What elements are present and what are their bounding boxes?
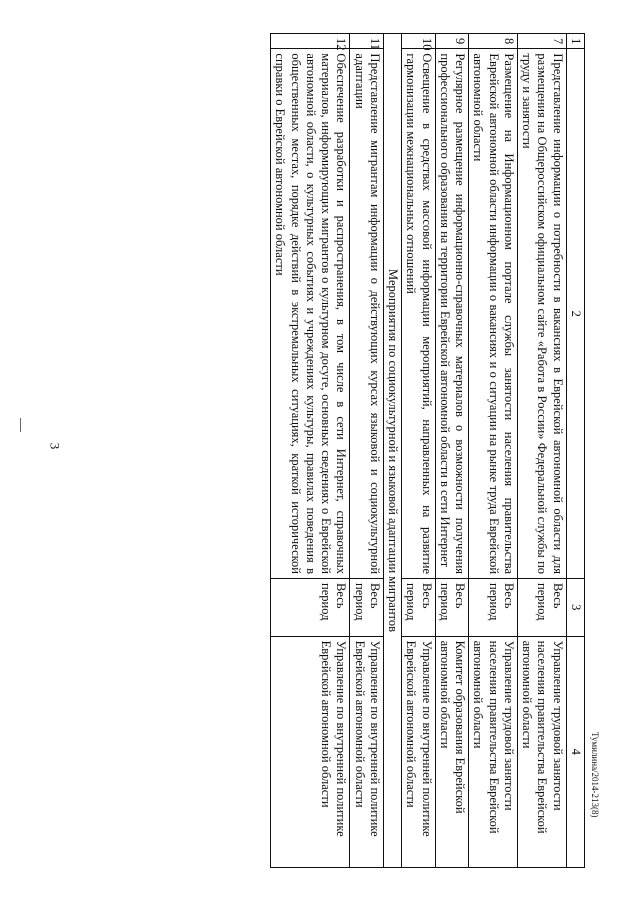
- responsible-org: Управление трудовой занятости населения правительства Еврейской автономной области: [518, 636, 567, 867]
- row-number: 8: [469, 34, 518, 49]
- measure-text: Обеспечение разработки и распространения, в том числе в сети Интернет, справочных материалов, информирующих мигрантов о культурном досуге, основных сведениях о Еврейской автономной области, о культурных событиях и учреждениях культуры, правилах поведения в общественных местах, порядке действий в экстремальных ситуациях, краткой исторической справки о Еврейской автономной области: [271, 49, 350, 579]
- header-col-2: 2: [566, 49, 584, 579]
- measure-period: Весь период: [435, 579, 469, 637]
- responsible-org: Управление по внутренней политике Еврейской автономной области: [402, 636, 436, 867]
- scan-mark: [20, 418, 21, 432]
- row-number: 11: [350, 34, 384, 49]
- row-number: 9: [435, 34, 469, 49]
- measure-text: Регулярное размещение информационно-справочных материалов о возможности получения профессионального образования на территории Еврейской автономной области в сети Интернет: [435, 49, 469, 579]
- measure-text: Размещение на Информационном портале службы занятости населения правительства Еврейской автономной области информации о вакансиях и о ситуации на рынке труда Еврейской автономной области: [469, 49, 518, 579]
- table-row: [435, 34, 469, 868]
- measure-period: Весь период: [350, 579, 384, 637]
- responsible-org: Управление по внутренней политике Еврейской автономной области: [350, 636, 384, 867]
- header-row: [566, 34, 584, 868]
- measure-period: Весь период: [402, 579, 436, 637]
- measures-table: [270, 33, 585, 868]
- header-col-1: 1: [566, 34, 584, 49]
- row-number: 7: [518, 34, 567, 49]
- header-col-3: 3: [566, 579, 584, 637]
- measure-text: Освещение в средствах массовой информации мероприятий, направленных на развитие гармонизации межнациональных отношений: [402, 49, 436, 579]
- measure-period: Весь период: [271, 579, 350, 637]
- table-row: [271, 34, 350, 868]
- measure-text: Представление мигрантам информации о действующих курсах языковой и социокультурной адаптации: [350, 49, 384, 579]
- measure-period: Весь период: [469, 579, 518, 637]
- responsible-org: Управление по внутренней политике Еврейской автономной области: [271, 636, 350, 867]
- footer-code: Тумилина/2014-213(8): [590, 732, 600, 818]
- section-row: [384, 34, 402, 868]
- header-col-4: 4: [566, 636, 584, 867]
- section-title: Мероприятия по социокультурной и языковой адаптации мигрантов: [384, 34, 402, 868]
- measure-period: Весь период: [518, 579, 567, 637]
- table-row: [350, 34, 384, 868]
- rotated-table-wrapper: [102, 33, 585, 868]
- table-row: [469, 34, 518, 868]
- responsible-org: Управление трудовой занятости населения правительства Еврейской автономной области: [469, 636, 518, 867]
- page-number: 3: [47, 442, 63, 450]
- table-row: [518, 34, 567, 868]
- responsible-org: Комитет образования Еврейской автономной области: [435, 636, 469, 867]
- row-number: 10: [402, 34, 436, 49]
- row-number: 12: [271, 34, 350, 49]
- rotated-table-area: [102, 33, 585, 868]
- table-row: [402, 34, 436, 868]
- measure-text: Представление информации о потребности в вакансиях в Еврейской автономной области для размещения на Общероссийском официальном сайте «Работа в России» Федеральной службы по труду и занятости: [518, 49, 567, 579]
